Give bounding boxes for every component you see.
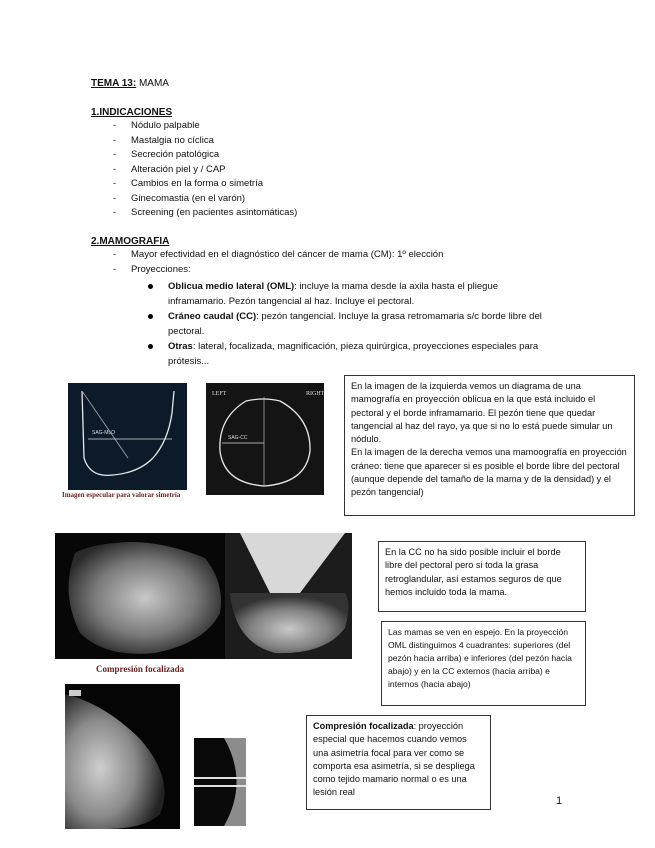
oml-label: SAG-MLO bbox=[92, 430, 116, 436]
oml-diagram bbox=[68, 383, 187, 490]
list-item: - Secreción patológica bbox=[113, 148, 491, 163]
list-item: - Proyecciones: bbox=[113, 263, 571, 278]
projection-desc: : pezón tangencial. Incluye la grasa retromamaria s/c borde libre del pectoral. bbox=[168, 311, 542, 337]
cc-mammograms bbox=[55, 533, 352, 659]
projection-name: Cráneo caudal (CC) bbox=[168, 311, 257, 322]
projection-desc: : lateral, focalizada, magnificación, pieza quirúrgica, proyecciones especiales para prótesis... bbox=[168, 341, 539, 367]
page-title bbox=[91, 78, 169, 89]
compression-caption: Compresión focalizada bbox=[96, 664, 185, 674]
left-label: LEFT bbox=[212, 391, 227, 397]
list-item: - Cambios en la forma o simetría bbox=[113, 177, 491, 192]
spot-compression-image bbox=[194, 738, 246, 826]
list-item bbox=[148, 309, 548, 339]
projection-name: Otras bbox=[168, 341, 193, 352]
section-mamografia bbox=[91, 236, 571, 369]
explanation-box: Las mamas se ven en espejo. En la proyección OML distinguimos 4 cuadrantes: superiores (del pezón hacia arriba) e inferiores (del pezón hacia abajo) y en la CC externos (hacia arriba) e internos (hacia abajo) bbox=[381, 621, 586, 706]
list-item: - Ginecomastia (en el varón) bbox=[113, 192, 491, 207]
section-heading: 1.INDICACIONES bbox=[91, 107, 173, 118]
diagram-caption: Imagen especular para valorar simetría bbox=[62, 491, 181, 499]
explanation-box bbox=[306, 715, 491, 810]
list-item: - Mastalgia no cíclica bbox=[113, 134, 491, 149]
cc-diagram bbox=[206, 383, 324, 495]
projection-desc: : incluye la mama desde la axila hasta el pliegue inframamario. Pezón tangencial al haz. Incluye el pectoral. bbox=[168, 281, 499, 307]
indications-list bbox=[113, 119, 491, 221]
projections-list bbox=[148, 279, 548, 369]
title-text: MAMA bbox=[136, 78, 169, 89]
right-label: RIGHT bbox=[306, 391, 324, 397]
page-number: 1 bbox=[556, 795, 563, 807]
box-desc: : proyección especial que hacemos cuando vemos una asimetría focal para ver como se comporta esa asimetría, si se despliega como tejido mamario normal o es una lesión real bbox=[313, 721, 475, 798]
list-item: - Screening (en pacientes asintomáticas) bbox=[113, 206, 491, 221]
cc-label: SAG-CC bbox=[228, 435, 248, 441]
section-indicaciones bbox=[91, 107, 491, 221]
explanation-box: En la CC no ha sido posible incluir el borde libre del pectoral pero si toda la grasa retroglandular, así estamos seguros de que hemos incluido toda la mama. bbox=[378, 541, 586, 612]
list-item bbox=[148, 339, 548, 369]
title-label: TEMA 13: bbox=[91, 78, 137, 89]
section-heading: 2.MAMOGRAFIA bbox=[91, 236, 170, 247]
list-item: - Nódulo palpable bbox=[113, 119, 491, 134]
list-item: - Alteración piel y / CAP bbox=[113, 163, 491, 178]
box-term: Compresión focalizada bbox=[313, 721, 414, 731]
list-item: - Mayor efectividad en el diagnóstico del cáncer de mama (CM): 1º elección bbox=[113, 248, 571, 263]
explanation-box: En la imagen de la izquierda vemos un diagrama de una mamografía en proyección oblicua en la que está incluido el pectoral y el borde inframamario. El pezón tiene que quedar tangencial al haz del rayo, ya que si no lo está puede simular un nódulo. En la imagen de la derecha vemos una mamoografía en proyección cráneo: tiene que aparecer si es posible el borde libre del pectoral (aunque depende del tamaño de la mama y de la densidad) y el pezón tangencial) bbox=[344, 375, 635, 516]
oml-mammogram bbox=[65, 684, 180, 829]
projection-name: Oblicua medio lateral (OML) bbox=[168, 281, 295, 292]
list-item bbox=[148, 279, 548, 309]
mamografia-list bbox=[113, 248, 571, 277]
